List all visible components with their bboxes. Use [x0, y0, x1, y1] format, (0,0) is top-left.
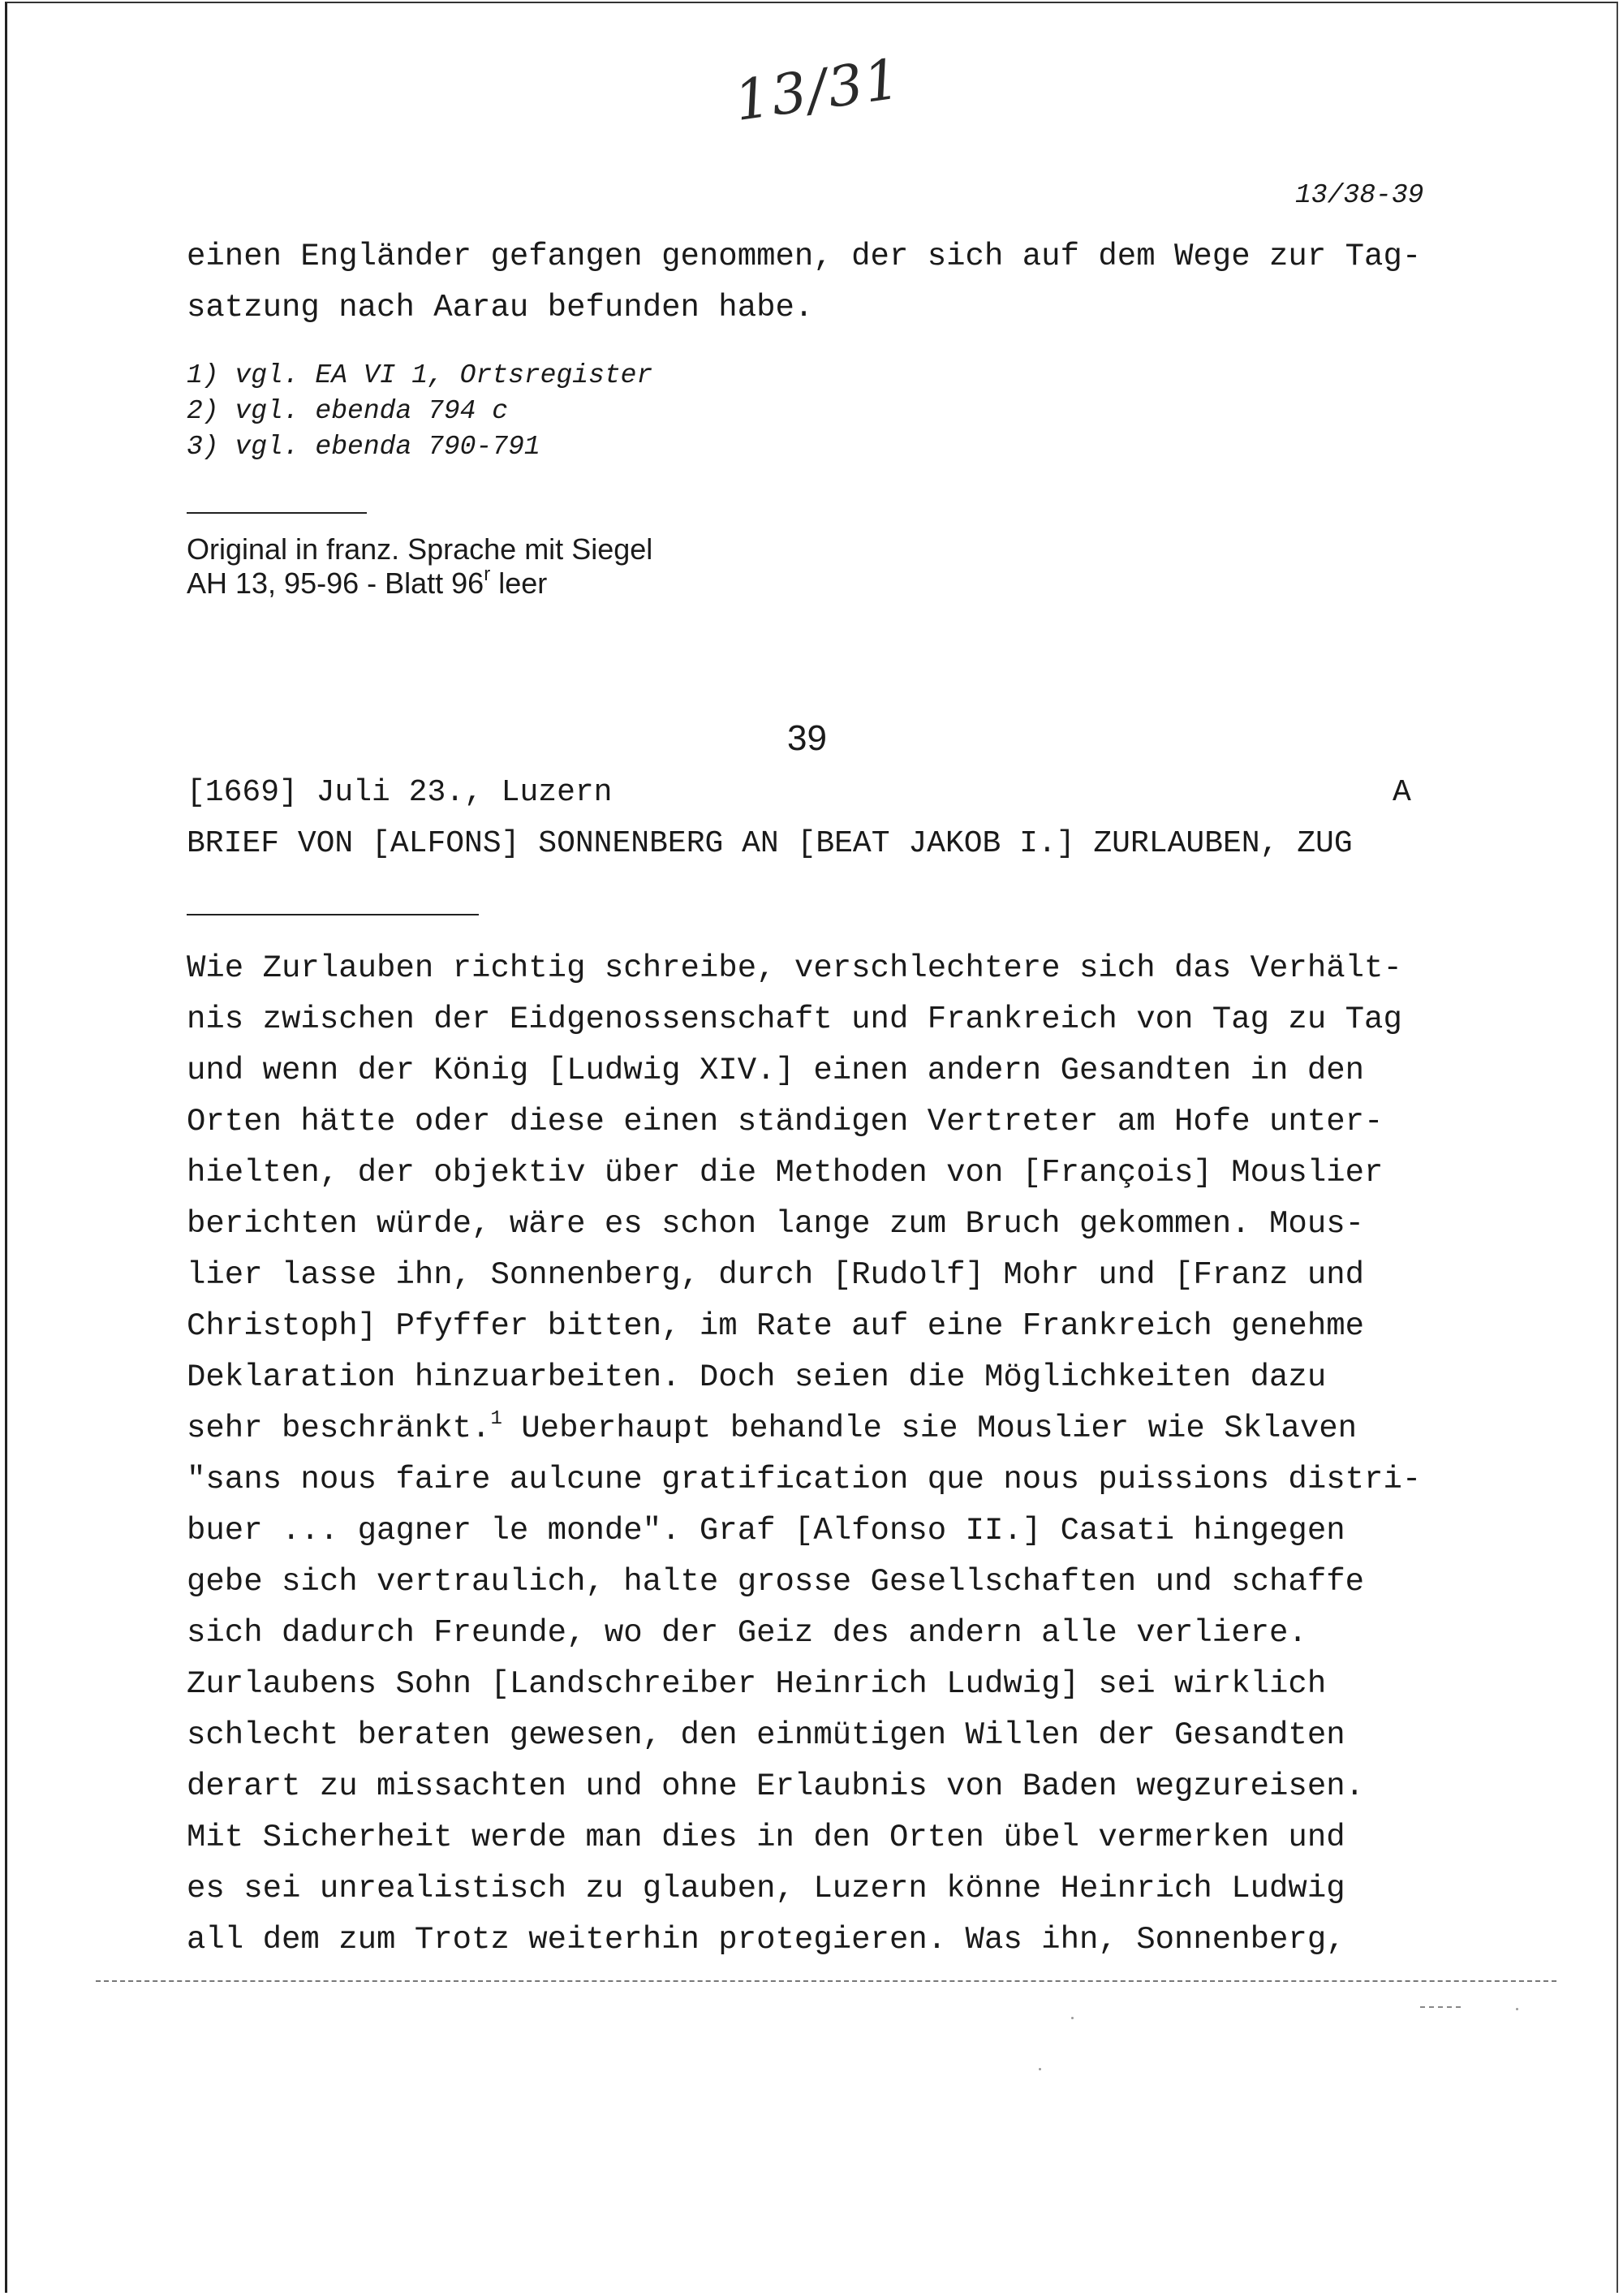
body-line: lier lasse ihn, Sonnenberg, durch [Rudolf] Mohr und [Franz und — [187, 1257, 1365, 1293]
footnote: 3) vgl. ebenda 790-791 — [187, 432, 540, 462]
body-line: Zurlaubens Sohn [Landschreiber Heinrich Ludwig] sei wirklich — [187, 1666, 1327, 1702]
body-text: sehr beschränkt. — [187, 1411, 491, 1446]
body-line: buer ... gagner le monde". Graf [Alfonso II.] Casati hingegen — [187, 1513, 1345, 1549]
continuation-line: satzung nach Aarau befunden habe. — [187, 290, 814, 325]
body-text: Ueberhaupt behandle sie Mouslier wie Sklaven — [502, 1411, 1358, 1446]
scan-speck — [1071, 2017, 1074, 2019]
body-line: sich dadurch Freunde, wo der Geiz des andern alle verliere. — [187, 1615, 1307, 1651]
body-line: schlecht beraten gewesen, den einmütigen Willen der Gesandten — [187, 1717, 1345, 1753]
body-line: Orten hätte oder diese einen ständigen Vertreter am Hofe unter- — [187, 1104, 1384, 1139]
body-line: hielten, der objektiv über die Methoden von [François] Mouslier — [187, 1155, 1384, 1191]
page-reference: 13/38-39 — [1295, 180, 1424, 210]
source-recto-marker: r — [484, 563, 491, 585]
body-line-with-footnote — [187, 1403, 1357, 1458]
body-line: Christoph] Pfyffer bitten, im Rate auf eine Frankreich genehme — [187, 1308, 1365, 1344]
body-line: all dem zum Trotz weiterhin protegieren. Was ihn, Sonnenberg, — [187, 1922, 1345, 1958]
source-divider — [187, 512, 367, 514]
body-line: berichten würde, wäre es schon lange zum Bruch gekommen. Mous- — [187, 1206, 1365, 1242]
body-line: Mit Sicherheit werde man dies in den Orten übel vermerken und — [187, 1820, 1345, 1855]
document-date-place: [1669] Juli 23., Luzern — [187, 775, 613, 810]
body-line: "sans nous faire aulcune gratification que nous puissions distri- — [187, 1462, 1422, 1497]
scan-edge-line — [96, 1980, 1556, 1982]
body-line: und wenn der König [Ludwig XIV.] einen andern Gesandten in den — [187, 1053, 1365, 1088]
scan-speck — [1039, 2068, 1041, 2070]
body-line: Deklaration hinzuarbeiten. Doch seien die Möglichkeiten dazu — [187, 1359, 1327, 1395]
body-line: es sei unrealistisch zu glauben, Luzern könne Heinrich Ludwig — [187, 1871, 1345, 1906]
archive-number-handwritten: 13/31 — [730, 47, 906, 134]
body-line: gebe sich vertraulich, halte grosse Gesellschaften und schaffe — [187, 1564, 1365, 1600]
continuation-line: einen Engländer gefangen genommen, der sich auf dem Wege zur Tag- — [187, 239, 1422, 274]
footnote: 2) vgl. ebenda 794 c — [187, 396, 509, 426]
document-category: A — [1393, 775, 1411, 810]
source-shelfmark-suffix: leer — [490, 566, 548, 600]
body-line: Wie Zurlauben richtig schreibe, verschlechtere sich das Verhält- — [187, 950, 1402, 986]
body-line: derart zu missachten und ohne Erlaubnis von Baden wegzureisen. — [187, 1768, 1365, 1804]
source-shelfmark-text: AH 13, 95-96 - Blatt 96 — [187, 566, 484, 600]
source-original: Original in franz. Sprache mit Siegel — [187, 532, 653, 566]
body-line: nis zwischen der Eidgenossenschaft und Frankreich von Tag zu Tag — [187, 1002, 1402, 1037]
footnote: 1) vgl. EA VI 1, Ortsregister — [187, 360, 653, 390]
title-divider — [187, 914, 479, 915]
scan-edge-mark — [1420, 2006, 1461, 2008]
footnote-marker: 1 — [490, 1408, 502, 1430]
document-number: 39 — [787, 718, 827, 758]
document-title: BRIEF VON [ALFONS] SONNENBERG AN [BEAT JAKOB I.] ZURLAUBEN, ZUG — [187, 826, 1353, 861]
scan-speck — [1516, 2008, 1518, 2010]
source-shelfmark — [187, 563, 548, 601]
